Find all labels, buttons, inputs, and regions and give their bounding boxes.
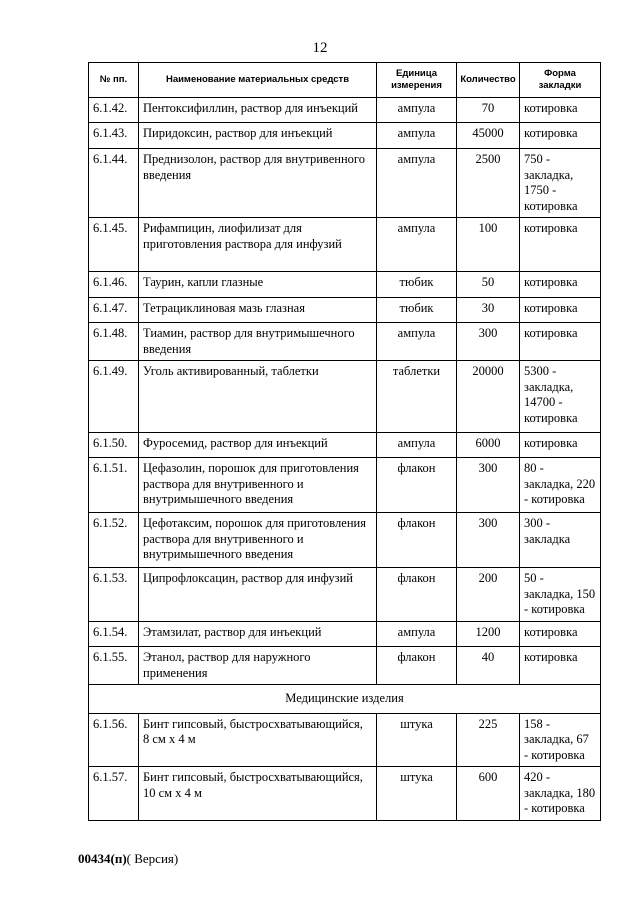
item-quantity: 70 [457,98,520,123]
item-unit: ампула [377,98,457,123]
table-row [89,323,601,361]
item-quantity: 300 [457,458,520,513]
item-name: Пентоксифиллин, раствор для инъекций [139,98,377,123]
item-name: Ципрофлоксацин, раствор для инфузий [139,568,377,622]
item-quantity: 300 [457,513,520,568]
table-row [89,713,601,767]
item-name: Бинт гипсовый, быстросхватывающийся, 10 см х 4 м [139,767,377,821]
item-quantity: 1200 [457,622,520,647]
item-number: 6.1.53. [89,568,139,622]
item-quantity: 600 [457,767,520,821]
item-unit: штука [377,767,457,821]
item-unit: ампула [377,433,457,458]
item-number: 6.1.52. [89,513,139,568]
table-header-row [89,63,601,98]
page-number: 12 [312,40,328,56]
item-unit: флакон [377,568,457,622]
item-unit: таблетки [377,361,457,433]
item-form: котировка [520,433,601,458]
table-row [89,458,601,513]
table-row [89,123,601,149]
item-number: 6.1.49. [89,361,139,433]
item-quantity: 40 [457,647,520,685]
header-form: Форма закладки [520,63,601,98]
item-quantity: 50 [457,272,520,298]
item-quantity: 30 [457,298,520,323]
item-form: котировка [520,622,601,647]
item-form: котировка [520,647,601,685]
item-form: 750 - закладка, 1750 - котировка [520,149,601,218]
item-unit: тюбик [377,272,457,298]
document-footer [78,851,178,867]
item-form: 300 - закладка [520,513,601,568]
table-row [89,149,601,218]
item-form: котировка [520,298,601,323]
item-quantity: 225 [457,713,520,767]
item-name: Этанол, раствор для наружного применения [139,647,377,685]
table-row [89,568,601,622]
table-row [89,767,601,821]
item-quantity: 6000 [457,433,520,458]
item-number: 6.1.55. [89,647,139,685]
header-unit: Единица измерения [377,63,457,98]
table-row [89,433,601,458]
item-name: Преднизолон, раствор для внутривенного введения [139,149,377,218]
item-number: 6.1.54. [89,622,139,647]
table-row [89,298,601,323]
item-unit: ампула [377,123,457,149]
table-row [89,622,601,647]
header-qty: Количество [457,63,520,98]
item-name: Тетрациклиновая мазь глазная [139,298,377,323]
item-number: 6.1.56. [89,713,139,767]
footer-suffix: ( Версия) [126,851,179,866]
table-row [89,513,601,568]
header-num: № пп. [89,63,139,98]
item-number: 6.1.47. [89,298,139,323]
item-unit: ампула [377,323,457,361]
item-quantity: 300 [457,323,520,361]
item-number: 6.1.42. [89,98,139,123]
item-name: Пиридоксин, раствор для инъекций [139,123,377,149]
item-form: 158 - закладка, 67 - котировка [520,713,601,767]
table-row [89,272,601,298]
item-quantity: 200 [457,568,520,622]
item-name: Таурин, капли глазные [139,272,377,298]
item-name: Рифампицин, лиофилизат для приготовления раствора для инфузий [139,218,377,272]
item-form: 50 - закладка, 150 - котировка [520,568,601,622]
item-form: котировка [520,272,601,298]
item-name: Этамзилат, раствор для инъекций [139,622,377,647]
item-quantity: 45000 [457,123,520,149]
item-name: Уголь активированный, таблетки [139,361,377,433]
item-number: 6.1.57. [89,767,139,821]
item-form: котировка [520,218,601,272]
item-number: 6.1.46. [89,272,139,298]
item-unit: штука [377,713,457,767]
item-name: Цефазолин, порошок для приготовления раствора для внутривенного и внутримышечного введения [139,458,377,513]
item-unit: тюбик [377,298,457,323]
table-row [89,98,601,123]
item-quantity: 2500 [457,149,520,218]
item-name: Тиамин, раствор для внутримышечного введения [139,323,377,361]
table-row [89,361,601,433]
item-form: котировка [520,323,601,361]
table-row [89,218,601,272]
item-form: 5300 - закладка, 14700 - котировка [520,361,601,433]
item-unit: ампула [377,149,457,218]
item-form: 420 - закладка, 180 - котировка [520,767,601,821]
item-name: Фуросемид, раствор для инъекций [139,433,377,458]
footer-code: 00434(п) [78,851,127,866]
item-name: Цефотаксим, порошок для приготовления раствора для внутривенного и внутримышечного введения [139,513,377,568]
item-unit: флакон [377,458,457,513]
item-form: 80 - закладка, 220 - котировка [520,458,601,513]
item-unit: ампула [377,622,457,647]
header-name: Наименование материальных средств [139,63,377,98]
item-name: Бинт гипсовый, быстросхватывающийся, 8 см х 4 м [139,713,377,767]
item-unit: ампула [377,218,457,272]
item-number: 6.1.44. [89,149,139,218]
section-title: Медицинские изделия [89,685,601,714]
table-row [89,647,601,685]
item-unit: флакон [377,647,457,685]
section-row [89,685,601,714]
item-number: 6.1.45. [89,218,139,272]
materials-table [88,62,601,821]
item-unit: флакон [377,513,457,568]
item-form: котировка [520,123,601,149]
item-number: 6.1.48. [89,323,139,361]
item-number: 6.1.50. [89,433,139,458]
item-quantity: 100 [457,218,520,272]
item-form: котировка [520,98,601,123]
item-number: 6.1.43. [89,123,139,149]
item-quantity: 20000 [457,361,520,433]
item-number: 6.1.51. [89,458,139,513]
